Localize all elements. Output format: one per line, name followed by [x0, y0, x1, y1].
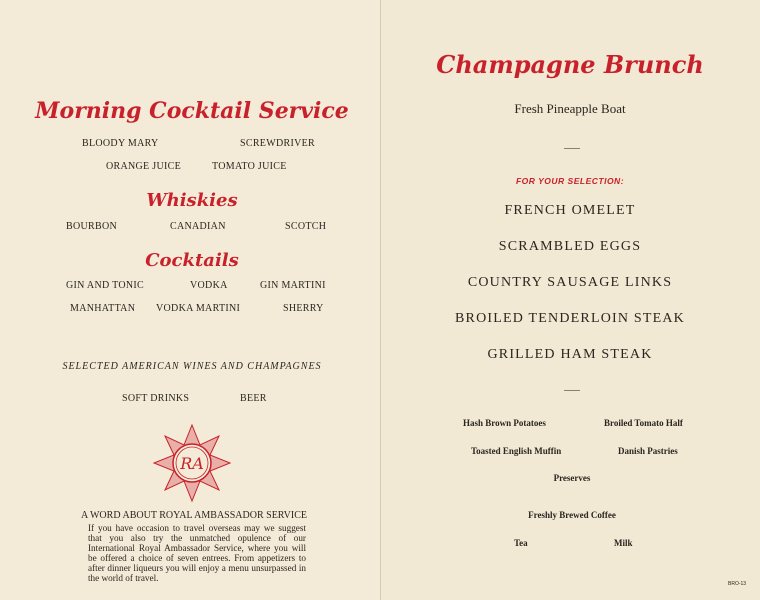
divider: [564, 390, 580, 391]
right-page: [381, 0, 760, 600]
entree-item: COUNTRY SAUSAGE LINKS: [467, 275, 673, 290]
entree-item: BROILED TENDERLOIN STEAK: [455, 311, 685, 326]
drink-item: SCREWDRIVER: [240, 138, 315, 149]
entree-item: GRILLED HAM STEAK: [487, 347, 653, 362]
soft-drinks: SOFT DRINKS: [122, 393, 190, 404]
side-item: Hash Brown Potatoes: [463, 418, 546, 428]
whisky-item: SCOTCH: [285, 221, 327, 232]
royal-ambassador-emblem: [150, 423, 234, 503]
print-code: BRO-13: [728, 581, 747, 587]
drink-item: BLOODY MARY: [82, 138, 159, 149]
wines-line: SELECTED AMERICAN WINES AND CHAMPAGNES: [62, 361, 322, 372]
cocktails-title: Cocktails: [145, 250, 239, 271]
word-paragraph: If you have occasion to travel overseas may we suggest that you also try the unmatched opulence of our International Royal Ambassador Service, where you will be offered a choice of seven entrees. From appetizers to after dinner liqueurs you will enjoy a menu unsurpassed in the world of travel.: [88, 523, 306, 583]
cocktail-item: SHERRY: [283, 303, 324, 314]
selection-label: FOR YOUR SELECTION:: [515, 176, 625, 186]
cocktail-item: VODKA MARTINI: [156, 303, 241, 314]
word-title: A WORD ABOUT ROYAL AMBASSADOR SERVICE: [81, 510, 307, 521]
tea: Tea: [514, 538, 528, 548]
cocktail-item: GIN AND TONIC: [66, 280, 144, 291]
drink-item: TOMATO JUICE: [212, 161, 287, 172]
morning-cocktail-title: Morning Cocktail Service: [35, 98, 349, 124]
champagne-brunch-title: Champagne Brunch: [436, 50, 704, 79]
entree-item: FRENCH OMELET: [504, 203, 636, 218]
svg-text:RA: RA: [180, 454, 204, 473]
divider: [564, 148, 580, 149]
cocktail-item: MANHATTAN: [70, 303, 136, 314]
cocktail-item: GIN MARTINI: [260, 280, 326, 291]
whisky-item: CANADIAN: [170, 221, 226, 232]
coffee: Freshly Brewed Coffee: [528, 510, 616, 520]
side-item: Broiled Tomato Half: [604, 418, 683, 428]
cocktail-item: VODKA: [190, 280, 228, 291]
entree-item: SCRAMBLED EGGS: [498, 239, 642, 254]
beer: BEER: [240, 393, 267, 404]
side-item: Danish Pastries: [618, 446, 678, 456]
side-item: Toasted English Muffin: [471, 446, 562, 456]
whiskies-title: Whiskies: [146, 190, 238, 211]
whisky-item: BOURBON: [66, 221, 117, 232]
starter: Fresh Pineapple Boat: [514, 101, 626, 116]
milk: Milk: [614, 538, 633, 548]
drink-item: ORANGE JUICE: [106, 161, 181, 172]
side-item: Preserves: [553, 473, 591, 483]
